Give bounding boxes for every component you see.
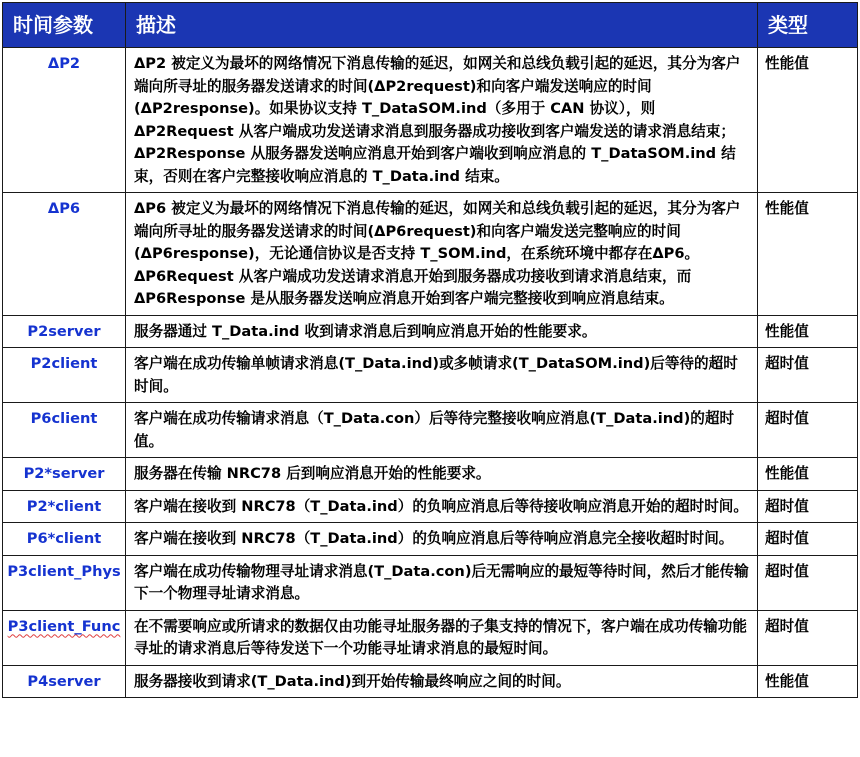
description-cell: 服务器接收到请求(T_Data.ind)到开始传输最终响应之间的时间。	[126, 665, 758, 698]
param-name: P2server	[27, 322, 101, 340]
header-param: 时间参数	[3, 3, 126, 48]
param-name: P2*client	[26, 497, 102, 515]
param-name: P2client	[30, 355, 98, 372]
param-cell	[3, 490, 126, 523]
param-cell	[3, 523, 126, 556]
param-cell	[3, 610, 126, 665]
param-name: ΔP2	[47, 55, 81, 72]
table-row	[3, 403, 858, 458]
description-cell: 客户端在接收到 NRC78（T_Data.ind）的负响应消息后等待响应消息完全接收超时时间。	[126, 523, 758, 556]
table-row	[3, 555, 858, 610]
description-cell: 客户端在成功传输单帧请求消息(T_Data.ind)或多帧请求(T_DataSOM.ind)后等待的超时时间。	[126, 348, 758, 403]
type-cell: 超时值	[758, 348, 858, 403]
table-row	[3, 193, 858, 316]
param-cell	[3, 193, 126, 316]
type-cell: 超时值	[758, 490, 858, 523]
header-row	[3, 3, 858, 48]
description-cell: 服务器在传输 NRC78 后到响应消息开始的性能要求。	[126, 458, 758, 491]
table-row	[3, 315, 858, 348]
param-cell	[3, 403, 126, 458]
type-cell: 超时值	[758, 555, 858, 610]
param-cell	[3, 48, 126, 193]
description-cell: ΔP6 被定义为最坏的网络情况下消息传输的延迟，如网关和总线负载引起的延迟，其分为客户端向所寻址的服务器发送请求的时间(ΔP6request)和向客户端发送完整响应的时间(ΔP6response)，无论通信协议是否支持 T_SOM.ind，在系统环境中都存在ΔP6。ΔP6Request 从客户端成功发送请求消息开始到服务器成功接收到请求消息结束，而ΔP6Response 是从服务器发送响应消息开始到客户端完整接收到响应消息结束。	[126, 193, 758, 316]
header-description: 描述	[126, 3, 758, 48]
param-name: ΔP6	[47, 200, 81, 217]
description-cell: 在不需要响应或所请求的数据仅由功能寻址服务器的子集支持的情况下，客户端在成功传输功能寻址的请求消息后等待发送下一个功能寻址请求消息的最短时间。	[126, 610, 758, 665]
type-cell: 超时值	[758, 403, 858, 458]
type-cell: 超时值	[758, 523, 858, 556]
header-type: 类型	[758, 3, 858, 48]
description-cell: 客户端在接收到 NRC78（T_Data.ind）的负响应消息后等待接收响应消息开始的超时时间。	[126, 490, 758, 523]
param-cell	[3, 315, 126, 348]
table-row	[3, 610, 858, 665]
table-body	[3, 48, 858, 698]
type-cell: 超时值	[758, 610, 858, 665]
description-cell: 客户端在成功传输物理寻址请求消息(T_Data.con)后无需响应的最短等待时间，然后才能传输下一个物理寻址请求消息。	[126, 555, 758, 610]
table-row	[3, 48, 858, 193]
description-cell: 服务器通过 T_Data.ind 收到请求消息后到响应消息开始的性能要求。	[126, 315, 758, 348]
description-cell: ΔP2 被定义为最坏的网络情况下消息传输的延迟，如网关和总线负载引起的延迟，其分为客户端向所寻址的服务器发送请求的时间(ΔP2request)和向客户端发送响应的时间(ΔP2response)。如果协议支持 T_DataSOM.ind（多用于 CAN 协议），则ΔP2Request 从客户端成功发送请求消息到服务器成功接收到客户端发送的请求消息结束；ΔP2Response 从服务器发送响应消息开始到客户端收到响应消息的 T_DataSOM.ind 结束，否则在客户完整接收响应消息的 T_Data.ind 结束。	[126, 48, 758, 193]
table-row	[3, 348, 858, 403]
param-cell	[3, 665, 126, 698]
type-cell: 性能值	[758, 193, 858, 316]
param-cell	[3, 348, 126, 403]
param-cell	[3, 458, 126, 491]
type-cell: 性能值	[758, 665, 858, 698]
param-name: P4server	[27, 672, 101, 690]
param-cell	[3, 555, 126, 610]
table-header	[3, 3, 858, 48]
param-name: P2*server	[23, 465, 105, 482]
param-name: P6*client	[26, 530, 102, 547]
table-row	[3, 523, 858, 556]
param-name: P3client_Func	[7, 617, 121, 635]
table-row	[3, 458, 858, 491]
description-cell: 客户端在成功传输请求消息（T_Data.con）后等待完整接收响应消息(T_Data.ind)的超时值。	[126, 403, 758, 458]
type-cell: 性能值	[758, 458, 858, 491]
timing-parameter-table	[2, 2, 858, 698]
param-name: P6client	[30, 410, 98, 427]
type-cell: 性能值	[758, 315, 858, 348]
table-row	[3, 665, 858, 698]
param-name: P3client_Phys	[7, 562, 121, 580]
table-row	[3, 490, 858, 523]
type-cell: 性能值	[758, 48, 858, 193]
